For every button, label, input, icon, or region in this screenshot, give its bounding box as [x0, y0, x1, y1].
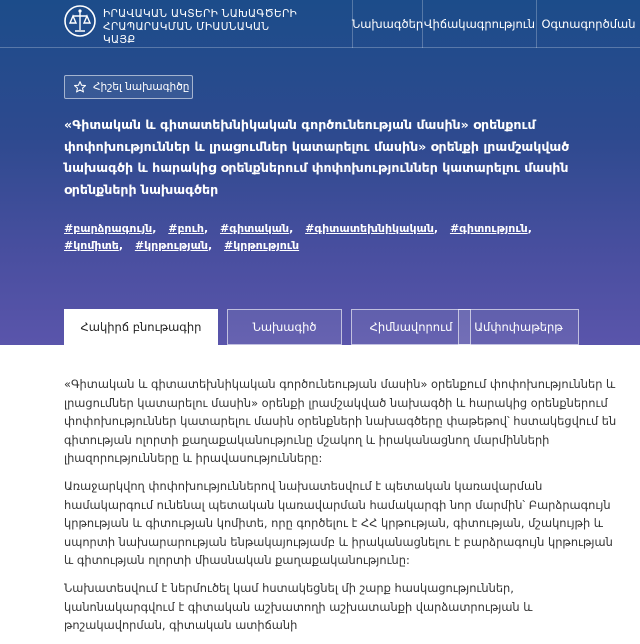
tag-link[interactable]: #բարձրագույն [64, 222, 153, 235]
tag-link[interactable]: #կոմիտե [64, 239, 119, 252]
tag-link[interactable]: #գիտատեխնիկական [305, 222, 434, 235]
tag-separator: , [118, 239, 124, 252]
tag-separator: , [433, 222, 439, 235]
tab-summary-sheet[interactable]: Ամփոփաթերթ [458, 309, 579, 345]
brand-line-3: ԿԱՅՔ [103, 34, 136, 46]
tab-draft[interactable]: Նախագիծ [227, 309, 342, 345]
tag-separator: , [527, 222, 532, 235]
content-paragraph: «Գիտական և գիտատեխնիկական գործունեության մասին» օրենքում փոփոխություններ և լրացումներ կատարելու մասին» օրենքի լրամշակված նախագծի և հարակից օրենքներում փոփոխություններ կատարելու մասին օրենքների նախագծերը փաթեթով՝ հստակեցվում են գիտության ոլորտի քաղաքականությունը մշակող և իրականացնող մարմինների լիազորությունները և իրավասությունները: [64, 377, 617, 466]
tab-content [64, 375, 624, 644]
tag-separator: , [207, 239, 213, 252]
tag-separator: , [289, 222, 294, 235]
tag-link[interactable]: #կրթություն [224, 239, 300, 252]
tag-link[interactable]: #գիտություն [449, 222, 528, 235]
tab-summary[interactable]: Հակիրճ բնութագիր [64, 309, 218, 345]
save-draft-button[interactable] [64, 75, 193, 99]
tag-link[interactable]: #կրթության [134, 239, 208, 252]
tag-list [64, 220, 584, 254]
brand-line-1: ԻՐԱՎԱԿԱՆ ԱԿՏԵՐԻ ՆԱԽԱԳԾԵՐԻ [103, 8, 298, 20]
tab-justification[interactable]: Հիմնավորում [351, 309, 471, 345]
content-paragraph: Առաջարկվող փոփոխություններով նախատեսվում է պետական կառավարման համակարգում ունենալ պետական կառավարման համակարգի նոր մարմին՝ Բարձրագույն կրթության և գիտության կոմիտե, որը գործելու է ՀՀ կրթության, գիտության, մշակույթի և սպորտի նախարարության ենթակայությամբ և իրականացնելու է բարձրագույն կրթության և գիտության ոլորտի միասնական քաղաքականությունը: [64, 478, 613, 568]
tag-separator: , [152, 222, 157, 235]
nav-item-usage[interactable]: Օգտագործման [536, 0, 640, 48]
tag-link[interactable]: #գիտական [220, 222, 290, 235]
content-paragraph: Նախատեսվում է ներմուծել կամ հստակեցնել մի շարք հասկացություններ, կանոնակարգվում է գիտական աշխատողի աշխատանքի վարձատրության և թոշակավորման, գիտական ատիճանի [64, 580, 533, 633]
brand-line-2: ՀՐԱՊԱՐԱԿՄԱՆ ՄԻԱՍՆԱԿԱՆ [103, 21, 270, 33]
main-nav [352, 0, 640, 48]
tag-separator: , [203, 222, 209, 235]
document-title: «Գիտական և գիտատեխնիկական գործունեության մասին» օրենքում փոփոխություններ և լրացումներ կատարելու մասին» օրենքի լրամշակված նախագծի և հարակից օրենքներում փոփոխություններ կատարելու մասին օրենքների նախագծեր [64, 117, 570, 197]
nav-item-statistics[interactable]: Վիճակագրություն [422, 0, 536, 48]
tag-link[interactable]: #բուհ [168, 222, 204, 235]
nav-item-drafts[interactable]: Նախագծեր [352, 0, 422, 48]
top-bar [0, 0, 640, 48]
coat-of-arms-logo-icon[interactable] [63, 4, 97, 38]
star-outline-icon [73, 80, 87, 94]
save-draft-label: Հիշել նախագիծը [93, 81, 190, 93]
site-brand[interactable] [103, 8, 313, 47]
